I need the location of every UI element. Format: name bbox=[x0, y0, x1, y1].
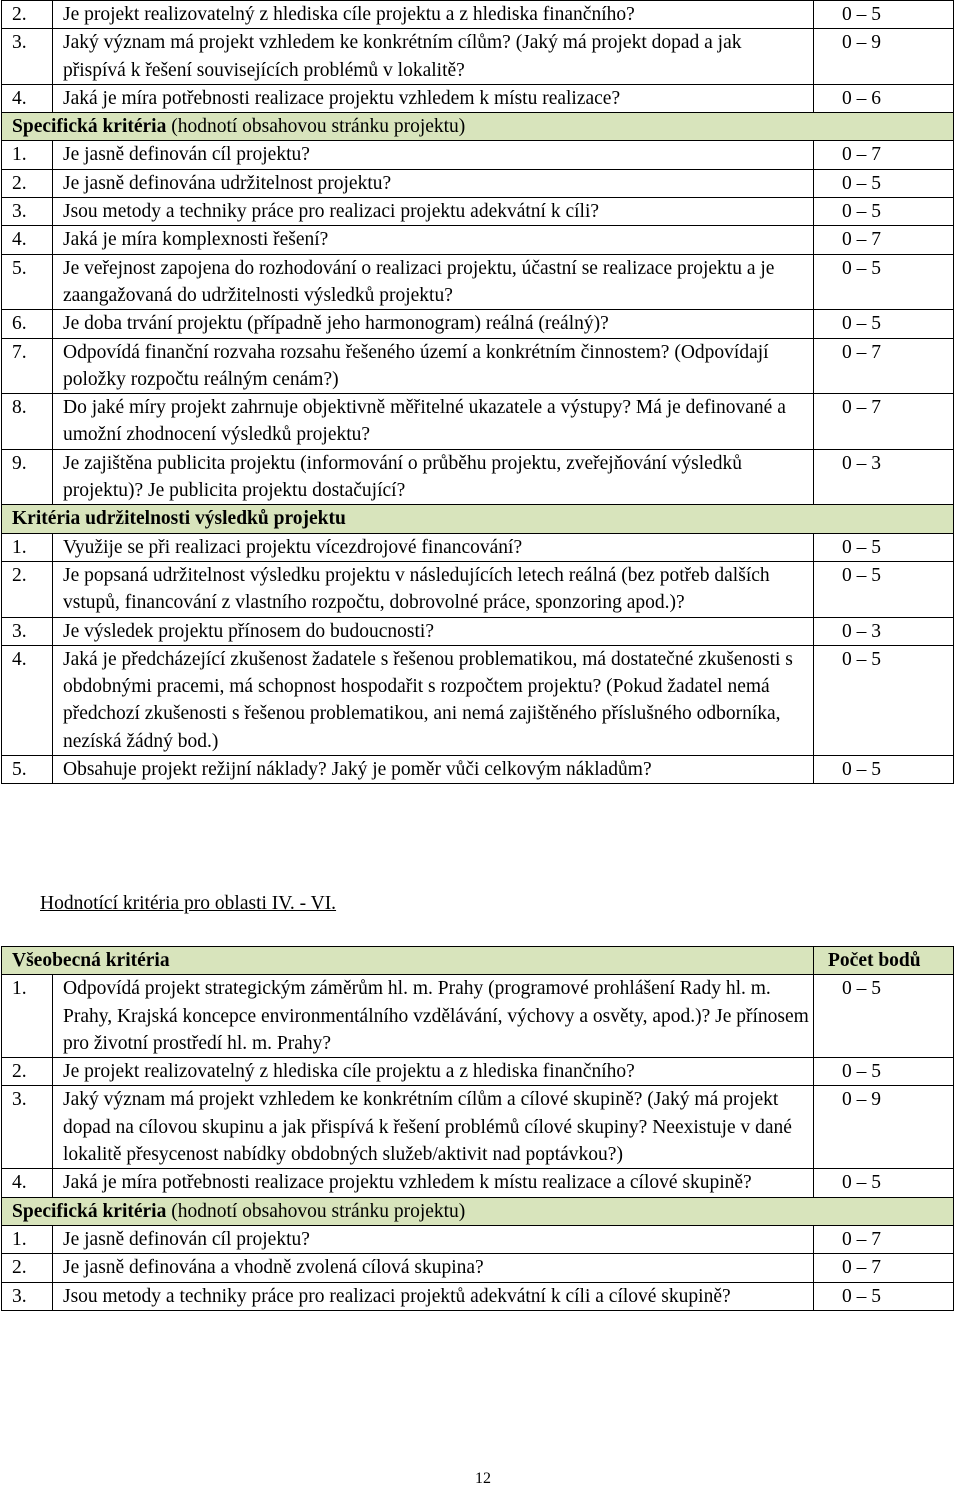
table-row bbox=[2, 1058, 954, 1086]
criterion-text: Jsou metody a techniky práce pro realizaci projektů adekvátní k cíli a cílové skupině? bbox=[53, 1282, 814, 1310]
table-row bbox=[2, 226, 954, 254]
criterion-number: 1. bbox=[2, 975, 53, 1058]
criterion-points: 0 – 5 bbox=[814, 198, 954, 226]
table-row bbox=[2, 338, 954, 394]
table-row bbox=[2, 645, 954, 755]
criterion-text: Jsou metody a techniky práce pro realizaci projektu adekvátní k cíli? bbox=[53, 198, 814, 226]
table-row bbox=[2, 254, 954, 310]
criterion-points: 0 – 7 bbox=[814, 1225, 954, 1253]
criterion-points: 0 – 5 bbox=[814, 975, 954, 1058]
criterion-number: 8. bbox=[2, 394, 53, 450]
criterion-points: 0 – 7 bbox=[814, 141, 954, 169]
criterion-number: 5. bbox=[2, 756, 53, 784]
criterion-text: Je projekt realizovatelný z hlediska cíle projektu a z hlediska finančního? bbox=[53, 1058, 814, 1086]
criterion-text: Jaká je míra potřebnosti realizace projektu vzhledem k místu realizace? bbox=[53, 84, 814, 112]
criterion-number: 3. bbox=[2, 198, 53, 226]
criterion-number: 2. bbox=[2, 1058, 53, 1086]
table-row bbox=[2, 1254, 954, 1282]
criterion-points: 0 – 5 bbox=[814, 533, 954, 561]
criterion-number: 3. bbox=[2, 29, 53, 85]
criteria-table-2-body bbox=[2, 947, 954, 1311]
criterion-number: 3. bbox=[2, 1282, 53, 1310]
criterion-number: 2. bbox=[2, 169, 53, 197]
criterion-points: 0 – 9 bbox=[814, 1086, 954, 1169]
criterion-text: Obsahuje projekt režijní náklady? Jaký je poměr vůči celkovým nákladům? bbox=[53, 756, 814, 784]
section-title-bold: Specifická kritéria bbox=[12, 1200, 167, 1222]
table-row bbox=[2, 198, 954, 226]
criterion-text: Je jasně definován cíl projektu? bbox=[53, 1225, 814, 1253]
criterion-text: Jaká je míra potřebnosti realizace projektu vzhledem k místu realizace a cílové skupině? bbox=[53, 1169, 814, 1197]
criterion-number: 3. bbox=[2, 1086, 53, 1169]
criterion-number: 7. bbox=[2, 338, 53, 394]
criterion-text: Je doba trvání projektu (případně jeho harmonogram) reálná (reálný)? bbox=[53, 310, 814, 338]
criterion-number: 4. bbox=[2, 1169, 53, 1197]
criteria-table-1 bbox=[1, 0, 954, 784]
page-number: 12 bbox=[475, 1470, 491, 1487]
criterion-number: 4. bbox=[2, 645, 53, 755]
criterion-number: 3. bbox=[2, 617, 53, 645]
table-row bbox=[2, 533, 954, 561]
section-title-bold: Specifická kritéria bbox=[12, 116, 167, 138]
section-title bbox=[2, 1197, 954, 1225]
criterion-text: Jaký význam má projekt vzhledem ke konkrétním cílům? (Jaký má projekt dopad a jak přispívá k řešení souvisejících problémů v lokalitě? bbox=[53, 29, 814, 85]
criterion-points: 0 – 7 bbox=[814, 394, 954, 450]
criterion-number: 4. bbox=[2, 84, 53, 112]
criterion-text: Je výsledek projektu přínosem do budoucnosti? bbox=[53, 617, 814, 645]
criterion-number: 4. bbox=[2, 226, 53, 254]
table-row bbox=[2, 1086, 954, 1169]
criterion-number: 1. bbox=[2, 533, 53, 561]
criteria-table-1-body bbox=[2, 1, 954, 784]
criterion-points: 0 – 5 bbox=[814, 1, 954, 29]
criterion-points: 0 – 5 bbox=[814, 254, 954, 310]
table-row bbox=[2, 1282, 954, 1310]
criterion-text: Odpovídá projekt strategickým záměrům hl. m. Prahy (programové prohlášení Rady hl. m. Prahy, Krajská koncepce environmentálního vzdělávání, výchovy a osvěty, apod.)? Je přínosem pro životní prostředí hl. m. Prahy? bbox=[53, 975, 814, 1058]
criterion-text: Je projekt realizovatelný z hlediska cíle projektu a z hlediska finančního? bbox=[53, 1, 814, 29]
table-row bbox=[2, 29, 954, 85]
criteria-table-2 bbox=[1, 946, 954, 1311]
criterion-points: 0 – 5 bbox=[814, 756, 954, 784]
criterion-text: Jaký význam má projekt vzhledem ke konkrétním cílům a cílové skupině? (Jaký má projekt dopad na cílovou skupinu a jak přispívá k řešení problémů cílové skupiny? Neexistuje v dané lokalitě přesycenost nabídky obdobných služeb/aktivit nad poptávkou?) bbox=[53, 1086, 814, 1169]
table-row bbox=[2, 394, 954, 450]
table-row bbox=[2, 1225, 954, 1253]
criterion-text: Je veřejnost zapojena do rozhodování o realizaci projektu, účastní se realizace projektu a je zaangažovaná do udržitelnosti výsledků projektu? bbox=[53, 254, 814, 310]
section-header-row bbox=[2, 1197, 954, 1225]
table-row bbox=[2, 1169, 954, 1197]
table-row bbox=[2, 617, 954, 645]
criterion-text: Je jasně definována a vhodně zvolená cílová skupina? bbox=[53, 1254, 814, 1282]
table-row bbox=[2, 84, 954, 112]
table-row bbox=[2, 449, 954, 505]
criterion-points: 0 – 5 bbox=[814, 1058, 954, 1086]
section-title bbox=[2, 505, 954, 533]
criterion-points: 0 – 6 bbox=[814, 84, 954, 112]
section-title bbox=[2, 113, 954, 141]
criterion-points: 0 – 5 bbox=[814, 1282, 954, 1310]
table-row bbox=[2, 310, 954, 338]
criterion-number: 2. bbox=[2, 1254, 53, 1282]
criterion-points: 0 – 3 bbox=[814, 449, 954, 505]
table-row bbox=[2, 561, 954, 617]
criterion-number: 1. bbox=[2, 1225, 53, 1253]
table-row bbox=[2, 1, 954, 29]
table-row bbox=[2, 975, 954, 1058]
criterion-points: 0 – 5 bbox=[814, 645, 954, 755]
criterion-points: 0 – 3 bbox=[814, 617, 954, 645]
criterion-text: Odpovídá finanční rozvaha rozsahu řešeného území a konkrétním činnostem? (Odpovídají položky rozpočtu reálným cenám?) bbox=[53, 338, 814, 394]
criterion-points: 0 – 7 bbox=[814, 1254, 954, 1282]
criterion-text: Do jaké míry projekt zahrnuje objektivně měřitelné ukazatele a výstupy? Má je definované a umožní zhodnocení výsledků projektu? bbox=[53, 394, 814, 450]
criterion-points: 0 – 9 bbox=[814, 29, 954, 85]
criterion-text: Je zajištěna publicita projektu (informování o průběhu projektu, zveřejňování výsledků projektu)? Je publicita projektu dostačující? bbox=[53, 449, 814, 505]
criterion-number: 2. bbox=[2, 1, 53, 29]
criterion-number: 1. bbox=[2, 141, 53, 169]
criterion-points: 0 – 7 bbox=[814, 338, 954, 394]
table-row bbox=[2, 141, 954, 169]
table-row bbox=[2, 169, 954, 197]
criterion-number: 9. bbox=[2, 449, 53, 505]
criterion-text: Jaká je míra komplexnosti řešení? bbox=[53, 226, 814, 254]
criterion-points: 0 – 5 bbox=[814, 310, 954, 338]
section-subheading: Hodnotící kritéria pro oblasti IV. - VI. bbox=[40, 893, 337, 914]
section-header-row bbox=[2, 505, 954, 533]
criterion-text: Jaká je předcházející zkušenost žadatele s řešenou problematikou, má dostatečné zkušenosti s obdobnými pracemi, má schopnost hospodařit s rozpočtem projektu? (Pokud žadatel nemá předchozí zkušenosti s řešenou problematikou, ani nemá zajištěného příslušného odborníka, nezíská žádný bod.) bbox=[53, 645, 814, 755]
section-title-note: (hodnotí obsahovou stránku projektu) bbox=[166, 116, 466, 138]
table-row bbox=[2, 756, 954, 784]
criterion-points: 0 – 7 bbox=[814, 226, 954, 254]
criterion-text: Využije se při realizaci projektu vícezdrojové financování? bbox=[53, 533, 814, 561]
criterion-points: 0 – 5 bbox=[814, 561, 954, 617]
criterion-points: 0 – 5 bbox=[814, 169, 954, 197]
header-points: Počet bodů bbox=[814, 947, 954, 975]
table-header-row bbox=[2, 947, 954, 975]
criterion-number: 2. bbox=[2, 561, 53, 617]
criterion-text: Je jasně definována udržitelnost projektu? bbox=[53, 169, 814, 197]
criterion-text: Je jasně definován cíl projektu? bbox=[53, 141, 814, 169]
criterion-number: 6. bbox=[2, 310, 53, 338]
criterion-text: Je popsaná udržitelnost výsledku projektu v následujících letech reálná (bez potřeb dalších vstupů, financování z vlastního rozpočtu, dobrovolné práce, sponzoring apod.)? bbox=[53, 561, 814, 617]
criterion-points: 0 – 5 bbox=[814, 1169, 954, 1197]
section-header-row bbox=[2, 113, 954, 141]
section-title-note: (hodnotí obsahovou stránku projektu) bbox=[166, 1200, 466, 1222]
criterion-number: 5. bbox=[2, 254, 53, 310]
header-general-criteria: Všeobecná kritéria bbox=[2, 947, 814, 975]
section-title-bold: Kritéria udržitelnosti výsledků projektu bbox=[12, 508, 346, 530]
